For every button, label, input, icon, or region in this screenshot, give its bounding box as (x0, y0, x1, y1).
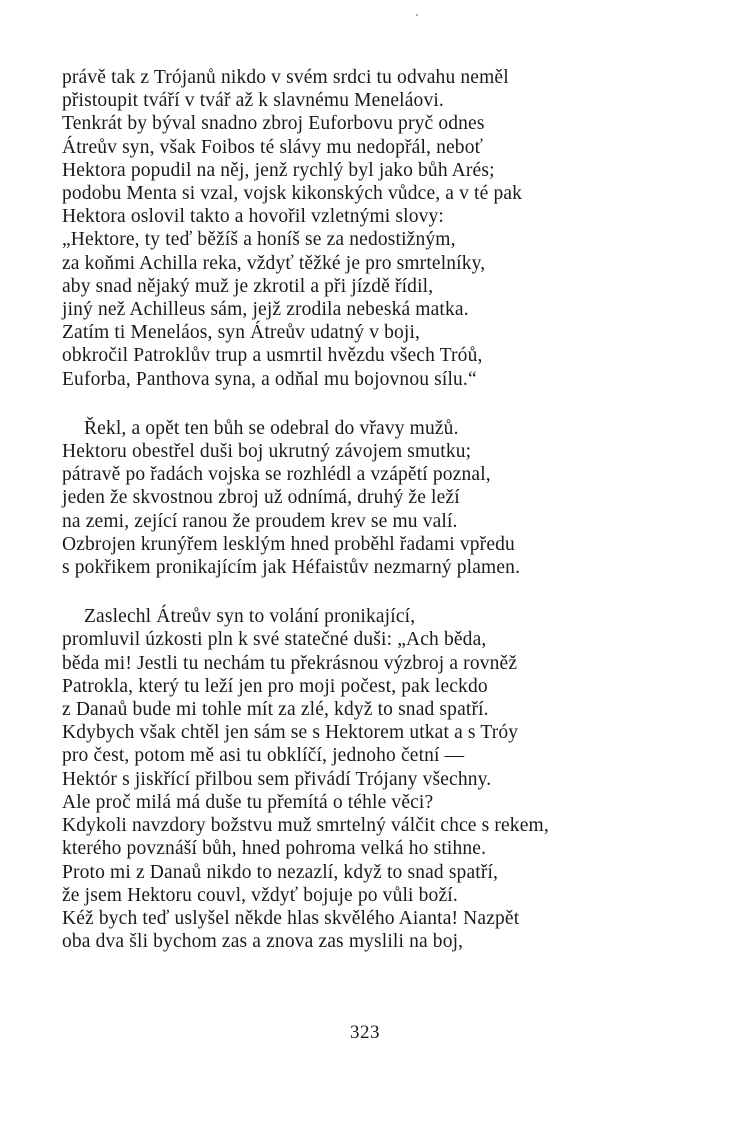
stanza-3 (62, 605, 672, 953)
verse-line: pro čest, potom mě asi tu obklíčí, jednoho četní — (62, 745, 465, 767)
page-number: 323 (350, 1022, 380, 1043)
verse-line: kterého povznáší bůh, hned pohroma velká ho stihne. (62, 838, 487, 860)
verse-line: s pokřikem pronikajícím jak Héfaistův nezmarný plamen. (62, 557, 521, 579)
verse-line: Átreův syn, však Foibos té slávy mu nedopřál, neboť (62, 136, 484, 158)
verse-line: obkročil Patroklův trup a usmrtil hvězdu všech Tróů, (62, 345, 483, 367)
verse-line: oba dva šli bychom zas a znova zas myslili na boj, (62, 931, 464, 953)
verse-line: Ale proč milá má duše tu přemítá o téhle věci? (62, 791, 434, 813)
verse-line: aby snad nějaký muž je zkrotil a při jízdě řídil, (62, 275, 434, 297)
verse-line: Hektora oslovil takto a hovořil vzletnými slovy: (62, 206, 444, 228)
verse-line: jiný než Achilleus sám, jejž zrodila nebeská matka. (62, 299, 469, 321)
verse-line: za koňmi Achilla reka, vždyť těžké je pro smrtelníky, (62, 252, 486, 274)
verse-line: Ozbrojen krunýřem lesklým hned proběhl řadami vpředu (62, 533, 515, 555)
verse-line: Zatím ti Meneláos, syn Átreův udatný v boji, (62, 322, 421, 344)
verse-line: „Hektore, ty teď běžíš a honíš se za nedostižným, (62, 229, 456, 251)
verse-line: Euforba, Panthova syna, a odňal mu bojovnou sílu.“ (62, 368, 477, 390)
verse-line: promluvil úzkosti pln k své statečné duši: „Ach běda, (62, 629, 487, 651)
poem-text (62, 66, 672, 953)
ink-speck (416, 14, 418, 16)
verse-line: podobu Menta si vzal, vojsk kikonských vůdce, a v té pak (62, 183, 523, 205)
verse-line: Tenkrát by býval snadno zbroj Euforbovu pryč odnes (62, 113, 485, 135)
verse-line: Zaslechl Átreův syn to volání pronikající, (84, 606, 416, 628)
verse-line: přistoupit tváří v tvář až k slavnému Meneláovi. (62, 90, 444, 112)
verse-line: Kdybych však chtěl jen sám se s Hektorem utkat a s Tróy (62, 722, 519, 744)
verse-line: Hektora popudil na něj, jenž rychlý byl jako bůh Arés; (62, 159, 495, 181)
verse-line: na zemi, zející ranou že proudem krev se mu valí. (62, 510, 458, 532)
verse-line: pátravě po řadách vojska se rozhlédl a vzápětí poznal, (62, 464, 491, 486)
verse-line: Patrokla, který tu leží jen pro moji počest, pak leckdo (62, 675, 488, 697)
verse-line: Kéž bych teď uslyšel někde hlas skvělého Aianta! Nazpět (62, 907, 520, 929)
verse-line: Kdykoli navzdory božstvu muž smrtelný válčit chce s rekem, (62, 815, 549, 837)
verse-line: Hektór s jiskřící přilbou sem přivádí Trójany všechny. (62, 768, 492, 790)
stanza-2 (62, 417, 672, 579)
stanza-1 (62, 66, 672, 391)
verse-line: Řekl, a opět ten bůh se odebral do vřavy mužů. (84, 417, 459, 439)
verse-line: že jsem Hektoru couvl, vždyť bojuje po vůli boží. (62, 884, 458, 906)
verse-line: Proto mi z Danaů nikdo to nezazlí, když to snad spatří, (62, 861, 499, 883)
verse-line: z Danaů bude mi tohle mít za zlé, když to snad spatří. (62, 699, 489, 721)
verse-line: jeden že skvostnou zbroj už odnímá, druhý že leží (62, 487, 460, 509)
verse-line: Hektoru obestřel duši boj ukrutný závojem smutku; (62, 441, 472, 463)
verse-line: právě tak z Trójanů nikdo v svém srdci tu odvahu neměl (62, 67, 509, 88)
verse-line: běda mi! Jestli tu nechám tu překrásnou výzbroj a rovněž (62, 652, 518, 674)
